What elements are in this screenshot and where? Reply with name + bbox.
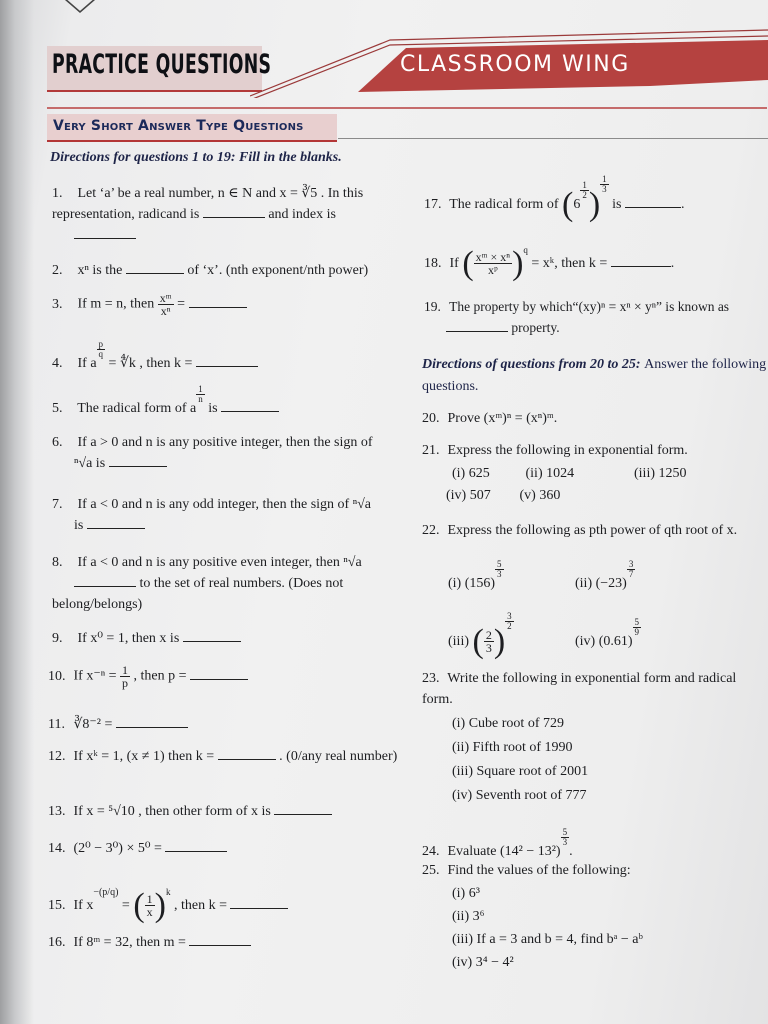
fraction — [158, 292, 174, 317]
question-text: . (0/any real number) — [279, 749, 398, 764]
question-number: 21. — [422, 443, 440, 458]
question-text: is — [612, 197, 622, 212]
question-text: If 8ᵐ = 32, then m = — [73, 935, 186, 950]
question-21-options — [446, 463, 687, 507]
answer-blank — [446, 320, 508, 332]
option: (v) 360 — [519, 488, 561, 503]
fraction — [120, 664, 130, 689]
exponent-denominator: 3 — [562, 837, 568, 847]
option: (iv) 507 — [446, 488, 491, 503]
question-number: 6. — [52, 435, 63, 450]
question-text: If a < 0 and n is any positive even integer, then ⁿ√a — [77, 555, 362, 570]
left-paren: ( — [462, 244, 474, 282]
question-25 — [422, 860, 631, 881]
directions-answer-questions — [422, 354, 768, 398]
question-17: 17. The radical form of (6 $\frac{1}{2}$ ) $\frac{1}{3}$ is . — [424, 174, 685, 223]
question-text: = ∜k , then k = — [108, 356, 193, 371]
question-number: 14. — [48, 841, 66, 856]
question-3 — [52, 292, 247, 317]
exponent-denominator: 2 — [582, 190, 587, 200]
question-text: . — [569, 844, 573, 859]
exponent-fraction — [561, 828, 570, 847]
answer-blank — [74, 575, 136, 587]
answer-blank — [109, 455, 167, 467]
question-5 — [52, 385, 279, 419]
question-text: property. — [511, 320, 560, 335]
question-23 — [422, 668, 768, 710]
classroom-wing-title: CLASSROOM WING — [400, 52, 630, 77]
question-2 — [52, 260, 368, 281]
fraction — [145, 893, 155, 918]
question-number: 25. — [422, 863, 440, 878]
option-base: (0.61) — [598, 634, 633, 649]
question-9 — [52, 628, 241, 649]
question-text: Evaluate (14² − 13²) — [447, 844, 561, 859]
question-12 — [48, 746, 404, 767]
exponent-numerator: 1 — [198, 384, 203, 394]
question-number: 18. — [424, 256, 442, 271]
question-text: Express the following in exponential form. — [447, 443, 688, 458]
exponent-fraction — [196, 385, 205, 404]
question-number: 3. — [52, 296, 63, 312]
exponent-numerator: 3 — [507, 611, 512, 621]
question-number: 8. — [52, 555, 63, 570]
right-paren: ) — [512, 244, 524, 282]
fraction-numerator: xᵐ × xⁿ — [475, 250, 511, 265]
answer-blank — [74, 227, 136, 239]
left-paren: ( — [561, 185, 574, 223]
question-number: 12. — [48, 749, 66, 764]
question-text: The radical form of a — [77, 401, 197, 416]
option: (ii) 3⁶ — [452, 909, 485, 924]
fraction-denominator: xᵖ — [488, 263, 498, 278]
answer-blank — [116, 716, 188, 728]
exponent: k — [165, 887, 171, 897]
fraction-denominator: 3 — [485, 641, 492, 656]
question-text: If a < 0 and n is any odd integer, then the sign of ⁿ√a — [77, 497, 372, 512]
fraction-denominator: x — [146, 905, 153, 920]
exponent-denominator: q — [98, 349, 104, 359]
question-text: to the set of real numbers. (Does not belong/belongs) — [52, 576, 344, 612]
answer-blank — [625, 196, 681, 208]
question-15 — [48, 882, 288, 924]
question-text: Let ‘a’ be a real number, n ∈ N and x = ∛5 . In this representation, radicand is — [52, 186, 364, 222]
answer-blank — [274, 803, 332, 815]
section-divider — [338, 138, 768, 139]
question-text: and index is — [268, 207, 336, 222]
question-number: 16. — [48, 935, 66, 950]
question-number: 11. — [48, 717, 65, 732]
question-24 — [422, 828, 573, 862]
option: (ii) 1024 — [525, 466, 575, 481]
question-number: 2. — [52, 263, 63, 278]
exponent-numerator: 5 — [634, 617, 640, 627]
option-label: (i) — [448, 576, 462, 591]
question-text: Prove (xᵐ)ⁿ = (xⁿ)ᵐ. — [447, 411, 558, 426]
question-20 — [422, 408, 557, 429]
fraction — [484, 629, 494, 654]
question-21 — [422, 440, 688, 461]
right-paren: ) — [154, 886, 166, 924]
question-text: ∛8⁻² = — [73, 717, 113, 732]
question-22-option-iv — [575, 618, 641, 652]
question-23-options — [452, 712, 588, 808]
option: (iii) Square root of 2001 — [452, 764, 589, 779]
base-value: 6 — [573, 197, 581, 212]
answer-blank — [221, 400, 279, 412]
exponent-denominator: 2 — [507, 621, 512, 631]
left-paren: ( — [472, 622, 484, 660]
fraction-denominator: p — [122, 676, 129, 690]
question-text: Express the following as pth power of qth root of x. — [447, 523, 738, 538]
exponent: −(p/q) — [93, 887, 119, 898]
answer-blank — [196, 355, 258, 367]
question-6 — [52, 432, 404, 474]
exponent-denominator: 3 — [497, 569, 502, 579]
option: (i) 6³ — [452, 886, 480, 901]
fraction-numerator: 2 — [485, 628, 492, 643]
question-text: If x = ⁵√10 , then other form of x is — [73, 804, 271, 819]
question-22-option-ii — [575, 560, 635, 594]
question-4 — [52, 340, 258, 374]
question-14 — [48, 838, 227, 859]
section-title: Very Short Answer Type Questions — [53, 118, 304, 134]
option: (ii) Fifth root of 1990 — [452, 740, 573, 755]
exponent-fraction — [495, 560, 504, 579]
option: (iv) 3⁴ − 4² — [452, 955, 514, 970]
option-label: (iii) — [448, 634, 469, 649]
question-text: , then p = — [133, 668, 187, 684]
directions-prefix: Directions of questions from 20 to 25: — [422, 357, 641, 372]
answer-blank — [165, 840, 227, 852]
inner-exponent — [580, 181, 589, 200]
answer-blank — [611, 255, 671, 267]
answer-blank — [189, 934, 251, 946]
answer-blank — [218, 748, 276, 760]
question-text: is — [74, 518, 84, 533]
answer-blank — [87, 517, 145, 529]
question-number: 22. — [422, 523, 440, 538]
question-number: 7. — [52, 497, 63, 512]
exponent-denominator: 7 — [628, 569, 634, 579]
question-number: 15. — [48, 898, 66, 913]
question-18: 18. If ( $\frac{\text{xᵐ × xⁿ}}{\text{xᵖ}}$ )$^q$ = xᵏ, then k = . — [424, 244, 675, 282]
question-11 — [48, 714, 188, 735]
exponent-fraction — [633, 618, 642, 637]
exponent-numerator: 5 — [497, 559, 502, 569]
exponent-numerator: 3 — [628, 559, 634, 569]
question-number: 5. — [52, 401, 63, 416]
question-text: If m = n, then — [77, 296, 155, 312]
page-spine-shadow — [0, 0, 34, 1024]
question-text: If xᵏ = 1, (x ≠ 1) then k = — [73, 749, 215, 764]
question-text: = — [121, 898, 130, 913]
question-text: The property by which“(xy)ⁿ = xⁿ × yⁿ” is known as — [449, 299, 730, 314]
exponent-fraction — [505, 612, 514, 631]
question-text: (2⁰ − 3⁰) × 5⁰ = — [73, 841, 162, 856]
option-label: (iv) — [575, 634, 596, 649]
question-10 — [48, 664, 248, 689]
fraction-numerator: 1 — [146, 892, 153, 907]
question-number: 4. — [52, 356, 63, 371]
question-number: 1. — [52, 186, 63, 201]
question-text: If a > 0 and n is any positive integer, then the sign of — [77, 435, 373, 450]
question-7 — [52, 494, 404, 536]
question-text: The radical form of — [449, 197, 559, 212]
question-text: = — [177, 296, 185, 312]
question-text: Find the values of the following: — [447, 863, 631, 878]
question-number: 17. — [424, 197, 442, 212]
question-text: If x — [73, 898, 94, 913]
question-text: = xᵏ, then k = — [531, 256, 608, 271]
fraction-denominator: xⁿ — [160, 304, 171, 318]
question-number: 19. — [424, 299, 441, 314]
fraction-numerator: 1 — [122, 663, 129, 677]
question-22 — [422, 520, 737, 541]
question-1 — [52, 183, 404, 246]
option: (iii) If a = 3 and b = 4, find bᵃ − aᵇ — [452, 932, 643, 947]
answer-blank — [126, 262, 184, 274]
exponent-fraction — [97, 340, 106, 359]
option-base: (−23) — [595, 576, 627, 591]
answer-blank — [203, 206, 265, 218]
question-text: If x⁰ = 1, then x is — [77, 631, 180, 646]
exponent-numerator: 1 — [582, 180, 587, 190]
exponent-denominator: n — [198, 394, 203, 404]
exponent-numerator: 5 — [562, 827, 568, 837]
option: (i) 625 — [452, 466, 490, 481]
question-16 — [48, 932, 251, 953]
left-paren: ( — [133, 886, 145, 924]
question-number: 23. — [422, 671, 440, 686]
question-text: xⁿ is the — [77, 263, 123, 278]
exponent-denominator: 3 — [602, 184, 607, 194]
question-22-option-i — [448, 560, 504, 594]
fraction — [474, 251, 512, 276]
outer-exponent — [600, 175, 609, 194]
question-number: 10. — [48, 668, 66, 684]
option: (i) Cube root of 729 — [452, 716, 564, 731]
fraction-numerator: xᵐ — [159, 291, 172, 305]
question-number: 9. — [52, 631, 63, 646]
question-25-options — [452, 882, 643, 974]
answer-blank — [183, 630, 241, 642]
option-base: (156) — [464, 576, 496, 591]
question-13 — [48, 801, 332, 822]
answer-blank — [189, 296, 247, 308]
exponent-denominator: 9 — [634, 627, 640, 637]
header-divider — [47, 107, 767, 109]
question-text: If a — [77, 356, 97, 371]
right-paren: ) — [493, 622, 506, 660]
question-number: 24. — [422, 844, 440, 859]
question-text: , then k = — [173, 898, 227, 913]
option: (iii) 1250 — [634, 466, 687, 481]
question-22-option-iii — [448, 611, 514, 660]
right-paren: ) — [588, 185, 601, 223]
question-number: 20. — [422, 411, 440, 426]
question-number: 13. — [48, 804, 66, 819]
exponent: q — [523, 245, 528, 255]
question-8 — [52, 552, 404, 615]
answer-blank — [230, 897, 288, 909]
option: (iv) Seventh root of 777 — [452, 788, 587, 803]
question-text: is — [208, 401, 218, 416]
practice-questions-title: PRACTICE QUESTIONS — [52, 49, 272, 80]
question-19 — [424, 296, 768, 338]
question-text: Write the following in exponential form and radical form. — [422, 671, 737, 707]
option-label: (ii) — [575, 576, 593, 591]
question-text: If x⁻ⁿ = — [73, 668, 117, 684]
question-text: of ‘x’. (nth exponent/nth power) — [187, 263, 369, 278]
directions-body: Answer the following questions. — [422, 357, 767, 394]
top-notch-decoration — [55, 0, 105, 18]
exponent-numerator: p — [98, 339, 104, 349]
exponent-numerator: 1 — [602, 174, 607, 184]
question-text: ⁿ√a is — [74, 456, 106, 471]
question-text: If — [449, 256, 459, 271]
exponent-fraction — [627, 560, 636, 579]
answer-blank — [190, 668, 248, 680]
directions-fill-blanks: Directions for questions 1 to 19: Fill in the blanks. — [50, 150, 342, 165]
